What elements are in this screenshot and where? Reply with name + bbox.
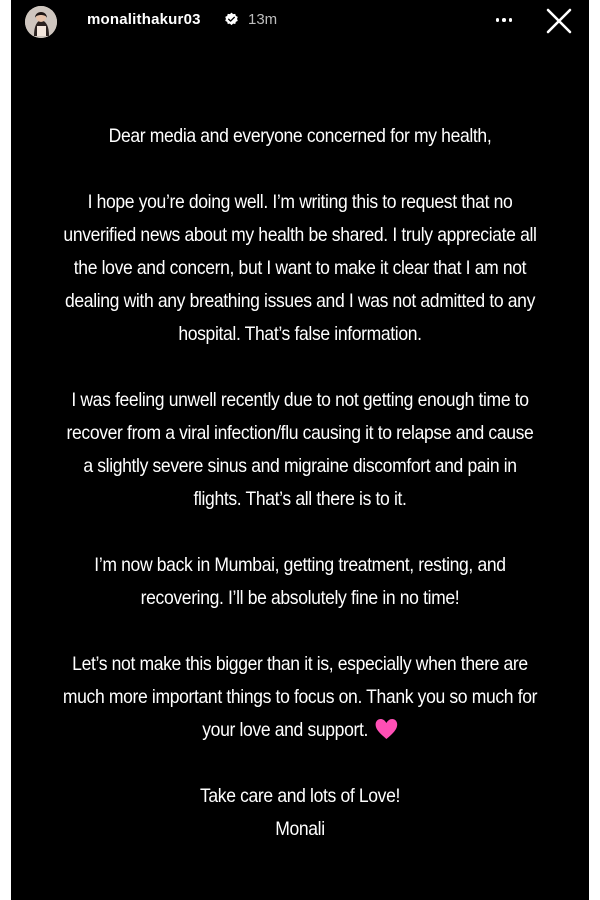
post-time: 13m <box>248 11 278 28</box>
message-paragraph: I hope you’re doing well. I’m writing this to request that no unverified news about my health be shared. I truly appreciate all the love and concern, but I want to make it clear that I am not dealing with any breathing issues and I was not admitted to any hospital. That’s false information. <box>63 191 537 345</box>
avatar[interactable] <box>25 6 57 38</box>
story-message <box>62 120 539 846</box>
close-icon[interactable] <box>544 6 574 36</box>
message-paragraph: I was feeling unwell recently due to not getting enough time to recover from a viral infection/flu causing it to relapse and cause a slightly severe sinus and migraine discomfort and pain in flights. That’s all there is to it. <box>66 389 534 510</box>
more-options-button[interactable] <box>489 8 519 32</box>
message-paragraph-with-heart <box>62 648 539 747</box>
message-paragraph: I’m now back in Mumbai, getting treatment, resting, and recovering. I’ll be absolutely fine in no time! <box>94 554 506 609</box>
greeting-text: Dear media and everyone concerned for my health, <box>108 125 492 147</box>
username[interactable]: monalithakur03 <box>87 11 201 28</box>
more-horizontal-icon-dot <box>496 18 500 22</box>
more-horizontal-icon-dot <box>502 18 506 22</box>
more-horizontal-icon-dot <box>509 18 513 22</box>
message-paragraph: Let’s not make this bigger than it is, especially when there are much more important things to focus on. Thank you so much for your love and support. <box>62 653 538 741</box>
avatar-photo <box>25 6 57 38</box>
signoff-text: Take care and lots of Love! <box>199 785 401 807</box>
verified-badge-icon <box>224 12 239 27</box>
story-viewer <box>11 0 589 900</box>
pink-heart-icon <box>374 718 397 740</box>
story-header <box>11 0 589 44</box>
signature-text: Monali <box>275 818 325 840</box>
